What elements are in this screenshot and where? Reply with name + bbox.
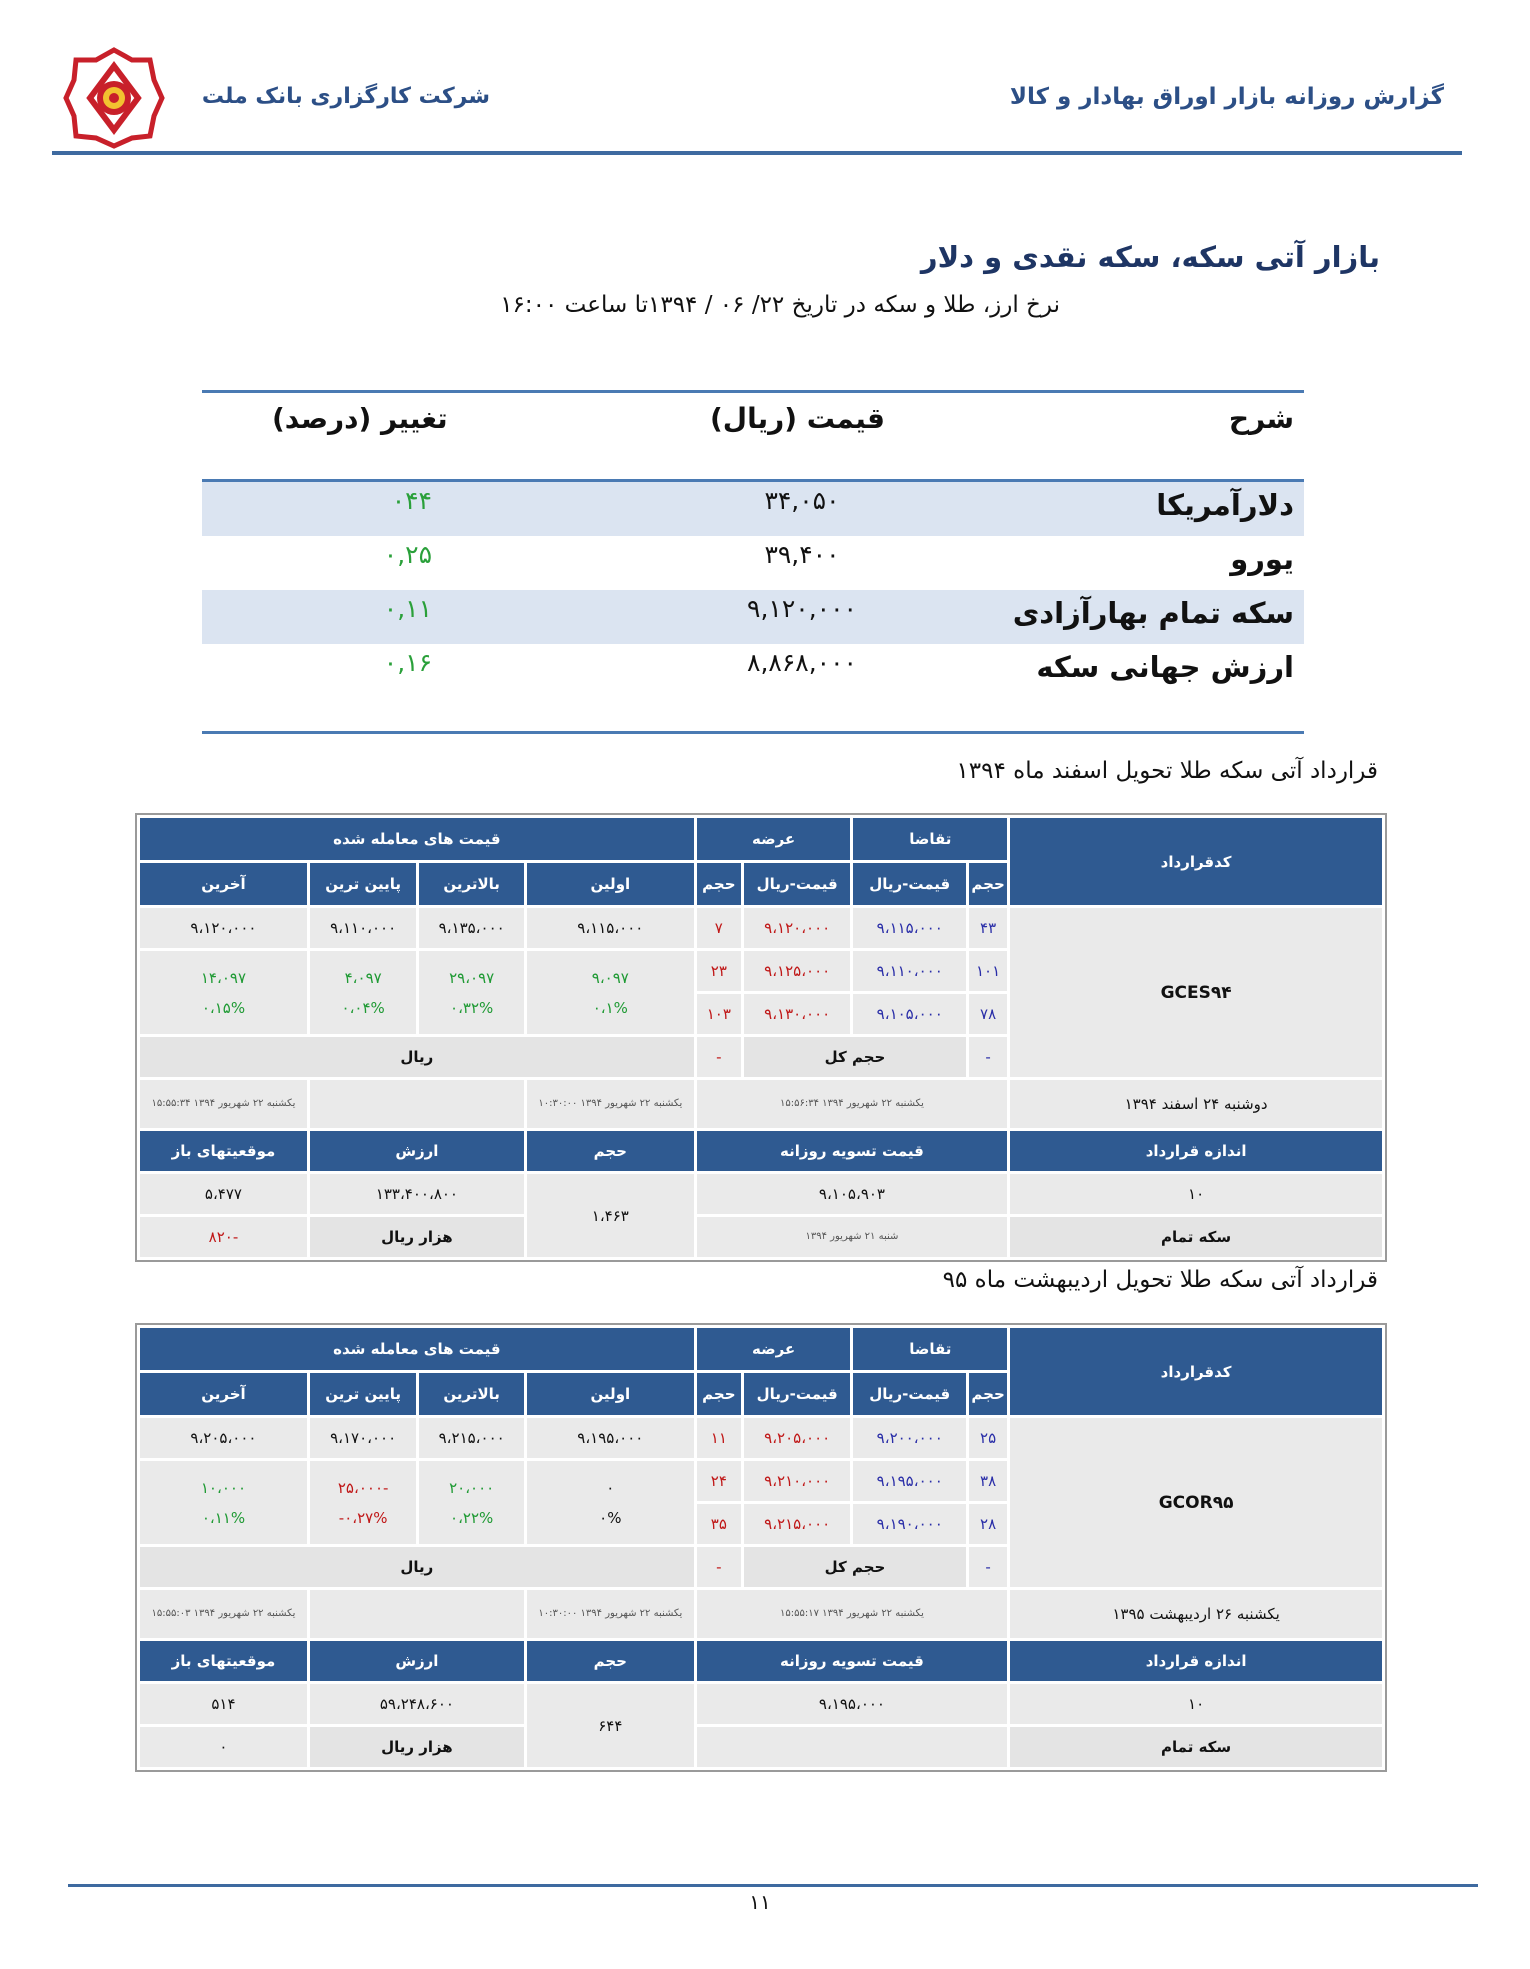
total-ask-volume: - [697, 1547, 741, 1587]
summary-table [202, 390, 1304, 734]
section-title: بازار آتی سکه، سکه نقدی و دلار [920, 240, 1380, 274]
rate-subtitle: نرخ ارز، طلا و سکه در تاریخ ۲۲/ ۰۶ / ۱۳۹۴تا ساعت ۱۶:۰۰ [500, 292, 1060, 318]
first-change-cell [527, 951, 694, 1034]
first-price-header: اولین [527, 1373, 694, 1415]
ask-price: ۹،۱۲۵،۰۰۰ [744, 951, 851, 991]
contract-unit: سکه تمام [1010, 1727, 1382, 1767]
summary-change: ۰,۱۶ [383, 648, 432, 677]
contract-title: قرارداد آتی سکه طلا تحویل اسفند ماه ۱۳۹۴ [956, 758, 1378, 784]
summary-change: ۰۴۴ [391, 486, 432, 515]
value-unit: هزار ریال [310, 1217, 524, 1257]
bid-price: ۹،۱۱۰،۰۰۰ [853, 951, 966, 991]
contract-code-header: کدقرارداد [1010, 818, 1382, 905]
open-positions-header: موقعیتهای باز [140, 1131, 307, 1171]
first-change: ۹،۰۹۷ [591, 968, 629, 987]
lowest-change: -۲۵،۰۰۰ [337, 1478, 389, 1497]
traded-prices-header: قیمت های معامله شده [140, 1328, 694, 1370]
traded-prices-header: قیمت های معامله شده [140, 818, 694, 860]
first-price-header: اولین [527, 863, 694, 905]
settlement-price-header: قیمت تسویه روزانه [697, 1641, 1007, 1681]
contract-unit: سکه تمام [1010, 1217, 1382, 1257]
settlement-date: شنبه ۲۱ شهریور ۱۳۹۴ [697, 1217, 1007, 1257]
summary-price: ۸,۸۶۸,۰۰۰ [747, 648, 857, 677]
lowest-change-pct: ۰،۰۴% [341, 998, 385, 1017]
settlement-price-header: قیمت تسویه روزانه [697, 1131, 1007, 1171]
total-bid-volume: - [969, 1037, 1007, 1077]
open-positions-header: موقعیتهای باز [140, 1641, 307, 1681]
page-number: ۱۱ [749, 1890, 771, 1914]
order-time: یکشنبه ۲۲ شهریور ۱۳۹۴ ۱۵:۵۵:۱۷ [697, 1590, 1007, 1638]
last-change-pct: ۰،۱۱% [201, 1508, 246, 1527]
bid-volume: ۲۵ [969, 1418, 1007, 1458]
bid-price-header: قیمت-ریال [853, 1373, 966, 1415]
lowest-change-cell [310, 951, 417, 1034]
company-name: شرکت کارگزاری بانک ملت [201, 84, 490, 109]
delivery-date: یکشنبه ۲۶ اردیبهشت ۱۳۹۵ [1010, 1590, 1382, 1638]
bid-price: ۹،۱۹۰،۰۰۰ [853, 1504, 966, 1544]
supply-header: عرضه [697, 1328, 851, 1370]
first-price: ۹،۱۹۵،۰۰۰ [527, 1418, 694, 1458]
last-price: ۹،۱۲۰،۰۰۰ [140, 908, 307, 948]
contract-table-gcor95 [135, 1323, 1387, 1772]
highest-change-cell [419, 1461, 524, 1544]
ask-volume: ۳۵ [697, 1504, 741, 1544]
bid-volume: ۴۳ [969, 908, 1007, 948]
report-title: گزارش روزانه بازار اوراق بهادار و کالا [1009, 84, 1444, 110]
header-divider [52, 151, 1462, 155]
order-time: یکشنبه ۲۲ شهریور ۱۳۹۴ ۱۵:۵۶:۳۴ [697, 1080, 1007, 1128]
total-volume-label: حجم کل [744, 1547, 966, 1587]
contract-code-header: کدقرارداد [1010, 1328, 1382, 1415]
bid-price: ۹،۲۰۰،۰۰۰ [853, 1418, 966, 1458]
bid-volume: ۱۰۱ [969, 951, 1007, 991]
empty-time-cell [310, 1590, 524, 1638]
summary-price: ۳۹,۴۰۰ [764, 540, 840, 569]
first-trade-time: یکشنبه ۲۲ شهریور ۱۳۹۴ ۱۰:۳۰:۰۰ [527, 1080, 694, 1128]
last-price: ۹،۲۰۵،۰۰۰ [140, 1418, 307, 1458]
bid-price: ۹،۱۰۵،۰۰۰ [853, 994, 966, 1034]
last-change-cell [140, 1461, 307, 1544]
bid-volume: ۷۸ [969, 994, 1007, 1034]
total-volume-label: حجم کل [744, 1037, 966, 1077]
summary-row [202, 482, 1304, 536]
ask-volume-header: حجم [697, 863, 741, 905]
lowest-change-cell [310, 1461, 417, 1544]
summary-name: دلارآمریکا [1156, 488, 1294, 522]
lowest-price-header: پایین ترین [310, 863, 417, 905]
summary-change: ۰,۱۱ [383, 594, 432, 623]
summary-name: سکه تمام بهارآزادی [1012, 596, 1294, 630]
first-change-cell [527, 1461, 694, 1544]
currency-label: ریال [140, 1547, 694, 1587]
contract-code: GCES۹۴ [1010, 908, 1382, 1077]
open-positions-change: ۰ [140, 1727, 307, 1767]
volume-header: حجم [527, 1131, 694, 1171]
summary-price: ۹,۱۲۰,۰۰۰ [747, 594, 857, 623]
settlement-price: ۹،۱۰۵،۹۰۳ [697, 1174, 1007, 1214]
summary-bottom-rule [202, 731, 1304, 734]
ask-volume: ۲۳ [697, 951, 741, 991]
contract-table-gces94 [135, 813, 1387, 1262]
highest-change-pct: ۰،۲۲% [450, 1508, 494, 1527]
highest-price-header: بالاترین [419, 1373, 524, 1415]
highest-change: ۲۰،۰۰۰ [449, 1478, 495, 1497]
bid-volume-header: حجم [969, 863, 1007, 905]
delivery-date: دوشنبه ۲۴ اسفند ۱۳۹۴ [1010, 1080, 1382, 1128]
contract-size-header: اندازه قرارداد [1010, 1641, 1382, 1681]
ask-price: ۹،۱۳۰،۰۰۰ [744, 994, 851, 1034]
summary-name: یورو [1230, 542, 1294, 576]
value-header: ارزش [310, 1641, 524, 1681]
contract-code: GCOR۹۵ [1010, 1418, 1382, 1587]
first-trade-time: یکشنبه ۲۲ شهریور ۱۳۹۴ ۱۰:۳۰:۰۰ [527, 1590, 694, 1638]
last-price-header: آخرین [140, 863, 307, 905]
summary-header-price: قیمت (ریال) [710, 402, 885, 435]
ask-volume: ۱۱ [697, 1418, 741, 1458]
first-price: ۹،۱۱۵،۰۰۰ [527, 908, 694, 948]
ask-volume: ۱۰۳ [697, 994, 741, 1034]
lowest-price: ۹،۱۱۰،۰۰۰ [310, 908, 417, 948]
bid-volume: ۳۸ [969, 1461, 1007, 1501]
contract-title: قرارداد آتی سکه طلا تحویل اردیبهشت ماه ۹۵ [942, 1267, 1378, 1293]
lowest-price-header: پایین ترین [310, 1373, 417, 1415]
currency-label: ریال [140, 1037, 694, 1077]
summary-header-change: تغییر (درصد) [272, 402, 448, 435]
bid-price: ۹،۱۹۵،۰۰۰ [853, 1461, 966, 1501]
demand-header: تقاضا [853, 818, 1007, 860]
first-change-pct: ۰% [599, 1508, 622, 1527]
summary-top-rule [202, 390, 1304, 393]
last-change-pct: ۰،۱۵% [201, 998, 246, 1017]
trade-value: ۱۳۳،۴۰۰،۸۰۰ [310, 1174, 524, 1214]
trade-volume: ۶۴۴ [527, 1684, 694, 1767]
first-change-pct: ۰،۱% [592, 998, 628, 1017]
summary-header-desc: شرح [1228, 402, 1294, 435]
value-header: ارزش [310, 1131, 524, 1171]
empty-time-cell [310, 1080, 524, 1128]
first-change: ۰ [606, 1478, 615, 1497]
summary-row [202, 644, 1304, 698]
highest-price-header: بالاترین [419, 863, 524, 905]
summary-name: ارزش جهانی سکه [1036, 650, 1294, 684]
last-change-cell [140, 951, 307, 1034]
lowest-price: ۹،۱۷۰،۰۰۰ [310, 1418, 417, 1458]
settlement-date-empty [697, 1727, 1007, 1767]
last-change: ۱۰،۰۰۰ [200, 1478, 246, 1497]
ask-price: ۹،۲۰۵،۰۰۰ [744, 1418, 851, 1458]
highest-change: ۲۹،۰۹۷ [449, 968, 495, 987]
summary-change: ۰,۲۵ [383, 540, 432, 569]
ask-price-header: قیمت-ریال [744, 1373, 851, 1415]
bid-price-header: قیمت-ریال [853, 863, 966, 905]
summary-row [202, 536, 1304, 590]
total-ask-volume: - [697, 1037, 741, 1077]
settlement-price: ۹،۱۹۵،۰۰۰ [697, 1684, 1007, 1724]
volume-header: حجم [527, 1641, 694, 1681]
last-price-header: آخرین [140, 1373, 307, 1415]
lowest-change-pct: ۰،۲۷%- [338, 1508, 388, 1527]
bid-price: ۹،۱۱۵،۰۰۰ [853, 908, 966, 948]
highest-change-pct: ۰،۳۲% [450, 998, 494, 1017]
demand-header: تقاضا [853, 1328, 1007, 1370]
highest-price: ۹،۲۱۵،۰۰۰ [419, 1418, 524, 1458]
bank-mellat-logo [62, 46, 166, 150]
highest-price: ۹،۱۳۵،۰۰۰ [419, 908, 524, 948]
total-bid-volume: - [969, 1547, 1007, 1587]
summary-row [202, 590, 1304, 644]
value-unit: هزار ریال [310, 1727, 524, 1767]
contract-size: ۱۰ [1010, 1174, 1382, 1214]
lowest-change: ۴،۰۹۷ [344, 968, 382, 987]
open-positions-change: -۸۲۰ [140, 1217, 307, 1257]
last-change: ۱۴،۰۹۷ [200, 968, 246, 987]
ask-volume: ۲۴ [697, 1461, 741, 1501]
ask-volume: ۷ [697, 908, 741, 948]
bid-volume-header: حجم [969, 1373, 1007, 1415]
last-trade-time: یکشنبه ۲۲ شهریور ۱۳۹۴ ۱۵:۵۵:۳۴ [140, 1080, 307, 1128]
summary-price: ۳۴,۰۵۰ [764, 486, 840, 515]
open-positions: ۵۱۴ [140, 1684, 307, 1724]
highest-change-cell [419, 951, 524, 1034]
ask-price: ۹،۲۱۵،۰۰۰ [744, 1504, 851, 1544]
open-positions: ۵،۴۷۷ [140, 1174, 307, 1214]
trade-value: ۵۹،۲۴۸،۶۰۰ [310, 1684, 524, 1724]
contract-size-header: اندازه قرارداد [1010, 1131, 1382, 1171]
supply-header: عرضه [697, 818, 851, 860]
ask-price: ۹،۲۱۰،۰۰۰ [744, 1461, 851, 1501]
ask-price: ۹،۱۲۰،۰۰۰ [744, 908, 851, 948]
trade-volume: ۱،۴۶۳ [527, 1174, 694, 1257]
contract-size: ۱۰ [1010, 1684, 1382, 1724]
ask-price-header: قیمت-ریال [744, 863, 851, 905]
bid-volume: ۲۸ [969, 1504, 1007, 1544]
ask-volume-header: حجم [697, 1373, 741, 1415]
last-trade-time: یکشنبه ۲۲ شهریور ۱۳۹۴ ۱۵:۵۵:۰۳ [140, 1590, 307, 1638]
footer-divider [68, 1884, 1478, 1887]
